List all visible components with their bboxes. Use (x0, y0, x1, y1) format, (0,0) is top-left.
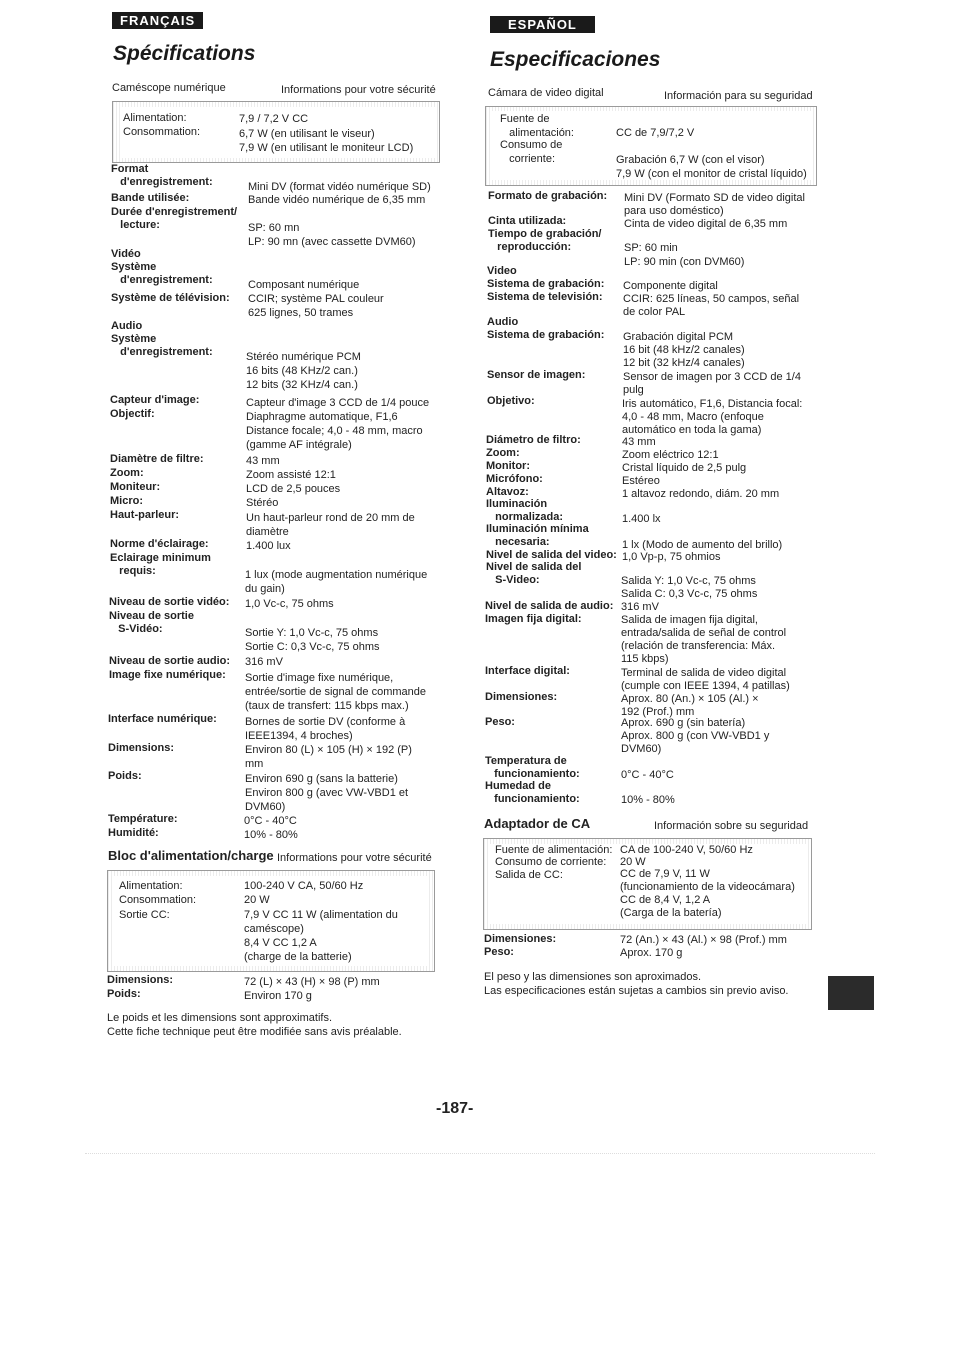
spec-label: Diámetro de filtro: (486, 434, 581, 446)
spec-value: Componente digital (623, 280, 718, 292)
power-value: 7,9 / 7,2 V CC (239, 113, 309, 125)
spec-value: Estéreo (622, 475, 660, 487)
spec-label: Zoom: (486, 447, 520, 459)
spec-label: Haut-parleur: (110, 509, 180, 521)
spec-value: Salida de imagen fija digital, entrada/salida de señal de control (relación de transferencia: Máx. 115 kbps) (621, 614, 787, 665)
spec-label: Niveau de sortie S-Vidéo: (109, 610, 194, 635)
spec-label: Sistema de televisión: (487, 291, 603, 303)
ac-value: CA de 100-240 V, 50/60 Hz (620, 844, 753, 856)
spec-value: 1 lux (mode augmentation numérique du gain) (245, 569, 428, 595)
spec-value: SP: 60 min LP: 90 min (con DVM60) (624, 242, 745, 268)
spec-value: Stéréo (246, 497, 279, 509)
camera-safety-es: Información para su seguridad (664, 90, 813, 102)
ac-label: Fuente de alimentación: (495, 844, 613, 856)
spec-label: Audio Sistema de grabación: (487, 316, 605, 341)
spec-label: Moniteur: (110, 481, 161, 493)
spec-value: 1 altavoz redondo, diám. 20 mm (622, 488, 780, 500)
spec-label: Dimensiones: (485, 691, 558, 703)
spec-label: Température: (108, 813, 178, 825)
spec-value: Zoom eléctrico 12:1 (622, 449, 719, 461)
camera-label-es: Cámara de video digital (488, 87, 604, 99)
spec-value: Environ 80 (L) × 105 (H) × 192 (P) mm (245, 744, 412, 770)
ac-title-fr: Bloc d'alimentation/charge (108, 848, 274, 863)
spec-label: Formato de grabación: (488, 190, 608, 202)
spec-label: Iluminación mínima necesaria: (486, 523, 589, 548)
page-number: -187- (436, 1100, 474, 1117)
spec-label: Micrófono: (486, 473, 543, 485)
lang-badge-es: ESPAÑOL (490, 16, 595, 33)
lang-badge-fr: FRANÇAIS (112, 12, 203, 29)
ac-value: CC de 7,9 V, 11 W (funcionamiento de la videocámara) CC de 8,4 V, 1,2 A (Carga de la batería) (620, 868, 795, 919)
spec-label: Interface numérique: (108, 713, 217, 725)
spec-value: Capteur d'image 3 CCD de 1/4 pouce (246, 397, 430, 409)
spec-label: Sensor de imagen: (487, 369, 586, 381)
spec-label: Bande utilisée: (111, 192, 190, 204)
spec-label: Niveau de sortie audio: (109, 655, 231, 667)
spec-value: 316 mV (245, 656, 283, 668)
spec-value: Aprox. 80 (An.) × 105 (Al.) × 192 (Prof.) mm (621, 693, 759, 718)
spec-label: Format d'enregistrement: (111, 163, 213, 188)
spec-value: Mini DV (Formato SD de video digital para uso doméstico) (624, 192, 805, 217)
spec-label: Nivel de salida de audio: (485, 600, 614, 612)
spec-label: Poids: (108, 770, 142, 782)
power-box-es (485, 106, 817, 186)
spec-label: Altavoz: (486, 486, 529, 498)
spec-value: 10% - 80% (621, 794, 675, 806)
spec-value: 1,0 Vp-p, 75 ohmios (622, 551, 721, 563)
spec-label: Temperatura de funcionamiento: (485, 755, 580, 780)
spec-label: Capteur d'image: (110, 394, 200, 406)
power-label: Alimentation: (123, 112, 187, 124)
ac-spec-label: Peso: (484, 946, 514, 958)
spec-value: 316 mV (621, 601, 659, 613)
spec-label: Audio Système d'enregistrement: (111, 320, 213, 358)
ac-label: Salida de CC: (495, 869, 563, 881)
spec-value: 1,0 Vc-c, 75 ohms (245, 598, 334, 610)
spec-value: Cinta de video digital de 6,35 mm (624, 218, 788, 230)
spec-value: Sensor de imagen por 3 CCD de 1/4 pulg (623, 371, 801, 396)
spec-value: Stéréo numérique PCM 16 bits (48 KHz/2 can.) 12 bits (32 KHz/4 can.) (246, 351, 361, 391)
consumption-value: Grabación 6,7 W (con el visor) 7,9 W (con el monitor de cristal líquido) (616, 154, 807, 180)
spec-value: LCD de 2,5 pouces (246, 483, 341, 495)
camera-label-fr: Caméscope numérique (112, 82, 226, 94)
spec-value: Salida Y: 1,0 Vc-c, 75 ohms Salida C: 0,3 Vc-c, 75 ohms (621, 575, 758, 600)
ac-value: 20 W (620, 856, 646, 868)
spec-value: 43 mm (622, 436, 656, 448)
spec-value: 1.400 lux (246, 540, 291, 552)
ac-label: Alimentation: (119, 880, 183, 892)
spec-label: Objectif: (110, 408, 155, 420)
spec-label: Dimensions: (108, 742, 175, 754)
ac-safety-fr: Informations pour votre sécurité (277, 852, 432, 864)
spec-value: Composant numérique (248, 279, 360, 291)
spec-label: Nivel de salida del S-Video: (486, 561, 582, 586)
spec-value: Iris automático, F1,6, Distancia focal: 4,0 - 48 mm, Macro (enfoque automático en toda la gama) (622, 398, 803, 436)
spec-value: Aprox. 690 g (sin batería) Aprox. 800 g (con VW-VBD1 y DVM60) (621, 717, 770, 755)
spec-value: Mini DV (format vidéo numérique SD) (248, 181, 431, 193)
spec-value: 0°C - 40°C (621, 769, 674, 781)
spec-value: Sortie Y: 1,0 Vc-c, 75 ohms Sortie C: 0,3 Vc-c, 75 ohms (245, 627, 380, 653)
spec-value: 1 lx (Modo de aumento del brillo) (622, 539, 783, 551)
spec-value: Cristal líquido de 2,5 pulg (622, 462, 747, 474)
consumption-label: Consumo de corriente: (500, 139, 563, 165)
power-box-fr (112, 101, 440, 163)
spec-value: Zoom assisté 12:1 (246, 469, 336, 481)
page-title-es: Especificaciones (490, 48, 661, 71)
page-edge-tab (828, 976, 874, 1010)
spec-value: Diaphragme automatique, F1,6 Distance focale; 4,0 - 48 mm, macro (gamme AF intégrale) (246, 411, 423, 451)
spec-label: Cinta utilizada: (488, 215, 567, 227)
footer-note-es: El peso y las dimensiones son aproximados. Las especificaciones están sujetas a cambios sin previo aviso. (484, 971, 789, 997)
spec-label: Nivel de salida del video: (486, 549, 617, 561)
ac-value: 100-240 V CA, 50/60 Hz (244, 880, 364, 892)
ac-box-fr (107, 870, 435, 972)
ac-spec-value: Aprox. 170 g (620, 947, 683, 959)
ac-value: 20 W (244, 894, 270, 906)
spec-value: Grabación digital PCM 16 bit (48 kHz/2 canales) 12 bit (32 kHz/4 canales) (623, 331, 745, 369)
spec-value: Un haut-parleur rond de 20 mm de diamètre (246, 512, 415, 538)
ac-label: Sortie CC: (119, 909, 170, 921)
ac-safety-es: Información sobre su seguridad (654, 820, 809, 832)
spec-value: Bornes de sortie DV (conforme à IEEE1394, 4 broches) (245, 716, 406, 742)
ac-spec-value: Environ 170 g (244, 990, 312, 1002)
ac-spec-label: Dimensiones: (484, 933, 557, 945)
spec-value: Sortie d'image fixe numérique, entrée/sortie de signal de commande (taux de transfert: 115 kbps max.) (245, 672, 426, 712)
ac-label: Consommation: (119, 894, 197, 906)
spec-label: Objetivo: (487, 395, 535, 407)
spec-value: SP: 60 mn LP: 90 mn (avec cassette DVM60) (248, 222, 416, 248)
spec-label: Iluminación normalizada: (486, 498, 564, 523)
footer-note-fr: Le poids et les dimensions sont approximatifs. Cette fiche technique peut être modifiée sans avis préalable. (107, 1012, 402, 1038)
spec-label: Zoom: (110, 467, 144, 479)
spec-label: Durée d'enregistrement/ lecture: (111, 206, 238, 231)
consumption-label: Consommation: (123, 126, 201, 138)
spec-label: Imagen fija digital: (485, 613, 582, 625)
ac-spec-value: 72 (L) × 43 (H) × 98 (P) mm (244, 976, 380, 988)
spec-value: 10% - 80% (244, 829, 298, 841)
spec-label: Humedad de funcionamiento: (485, 780, 580, 805)
spec-label: Micro: (110, 495, 143, 507)
ac-spec-label: Poids: (107, 988, 141, 1000)
spec-label: Diamètre de filtre: (110, 453, 204, 465)
spec-value: Bande vidéo numérique de 6,35 mm (248, 194, 426, 206)
spec-value: Terminal de salida de video digital (cumple con IEEE 1394, 4 patillas) (621, 667, 790, 692)
spec-value: Environ 690 g (sans la batterie) Environ 800 g (avec VW-VBD1 et DVM60) (245, 773, 409, 813)
ac-spec-value: 72 (An.) × 43 (Al.) × 98 (Prof.) mm (620, 934, 787, 946)
ac-spec-label: Dimensions: (107, 974, 174, 986)
spec-value: 0°C - 40°C (244, 815, 297, 827)
ac-value: 7,9 V CC 11 W (alimentation du caméscope) 8,4 V CC 1,2 A (charge de la batterie) (244, 909, 398, 963)
spec-label: Eclairage minimum requis: (110, 552, 211, 577)
power-value: CC de 7,9/7,2 V (616, 127, 695, 139)
page-title-fr: Spécifications (113, 42, 256, 65)
spec-label: Image fixe numérique: (109, 669, 226, 681)
spec-label: Niveau de sortie vidéo: (109, 596, 230, 608)
ac-title-es: Adaptador de CA (484, 816, 591, 831)
spec-label: Humidité: (108, 827, 159, 839)
consumption-value: 6,7 W (en utilisant le viseur) 7,9 W (en utilisant le moniteur LCD) (239, 128, 414, 154)
spec-value: 1.400 lx (622, 513, 661, 525)
spec-value: CCIR; système PAL couleur 625 lignes, 50 trames (248, 293, 384, 319)
ac-label: Consumo de corriente: (495, 856, 607, 868)
spec-value: CCIR: 625 líneas, 50 campos, señal de color PAL (623, 293, 800, 318)
ac-box-es (483, 838, 812, 930)
spec-label: Monitor: (486, 460, 530, 472)
spec-label: Peso: (485, 716, 515, 728)
spec-label: Interface digital: (485, 665, 570, 677)
scan-divider (85, 1153, 875, 1154)
spec-value: 43 mm (246, 455, 280, 467)
spec-label: Système de télévision: (111, 292, 230, 304)
spec-label: Video Sistema de grabación: (487, 265, 605, 290)
spec-label: Tiempo de grabación/ reproducción: (488, 228, 602, 253)
spec-label: Vidéo Système d'enregistrement: (111, 248, 213, 286)
power-label: Fuente de alimentación: (500, 113, 574, 139)
camera-safety-fr: Informations pour votre sécurité (281, 84, 436, 96)
spec-label: Norme d'éclairage: (110, 538, 209, 550)
